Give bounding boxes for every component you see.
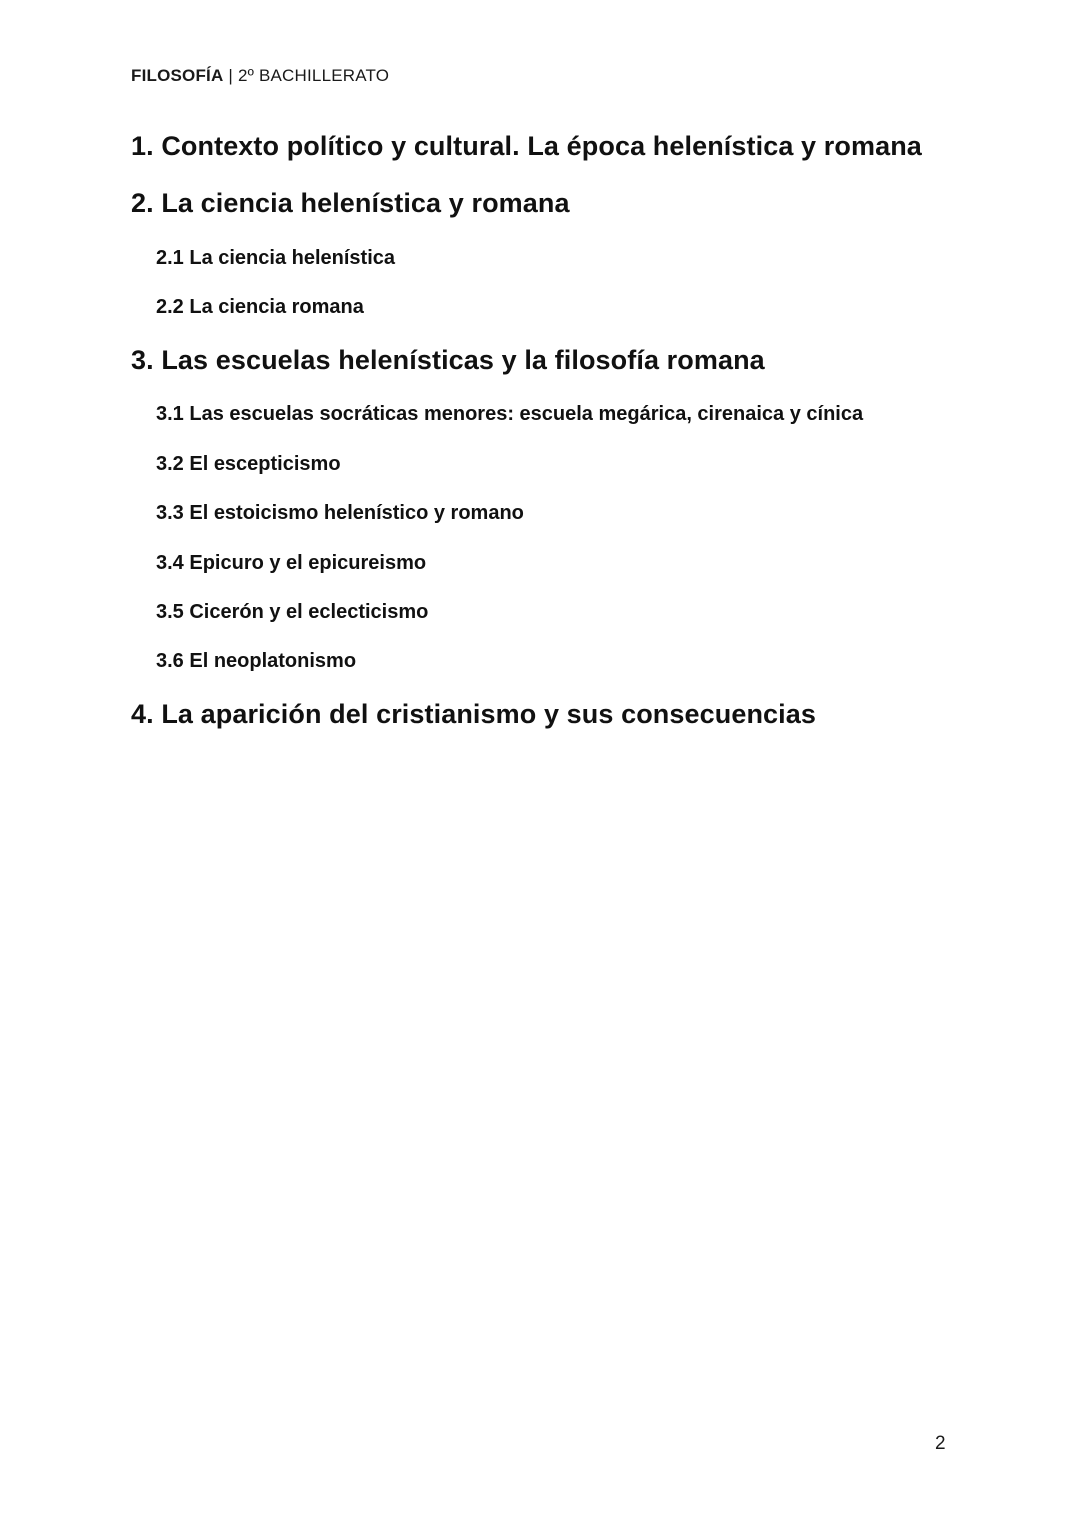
toc-section-3-1: 3.1 Las escuelas socráticas menores: escuela megárica, cirenaica y cínica — [156, 403, 864, 425]
page-number: 2 — [935, 1433, 946, 1454]
toc-section-2-1: 2.1 La ciencia helenística — [156, 247, 396, 269]
toc-section-3-2: 3.2 El escepticismo — [156, 453, 341, 475]
toc-section-3-4: 3.4 Epicuro y el epicureismo — [156, 552, 427, 574]
toc-section-3-6: 3.6 El neoplatonismo — [156, 650, 357, 672]
page-header — [131, 66, 389, 86]
header-level: 2º BACHILLERATO — [237, 66, 390, 85]
toc-section-3-3: 3.3 El estoicismo helenístico y romano — [156, 502, 524, 524]
header-subject: FILOSOFÍA — [131, 66, 224, 85]
toc-section-2: 2. La ciencia helenística y romana — [131, 188, 570, 218]
toc-section-2-2: 2.2 La ciencia romana — [156, 296, 364, 318]
toc-section-4: 4. La aparición del cristianismo y sus consecuencias — [131, 699, 816, 729]
header-separator: | — [228, 66, 234, 85]
toc-section-1: 1. Contexto político y cultural. La época helenística y romana — [131, 131, 922, 161]
toc-section-3: 3. Las escuelas helenísticas y la filosofía romana — [131, 345, 765, 375]
toc-section-3-5: 3.5 Cicerón y el eclecticismo — [156, 601, 429, 623]
